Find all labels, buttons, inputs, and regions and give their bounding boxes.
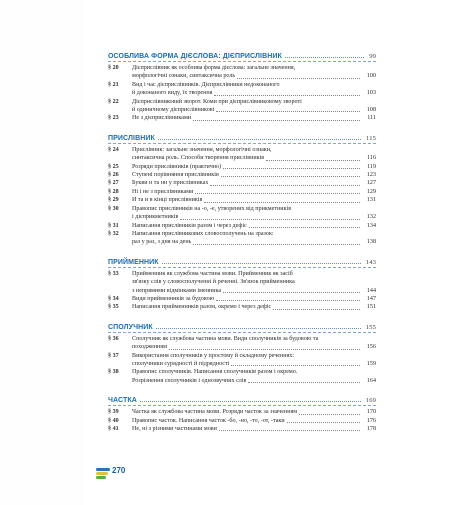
entry-line — [132, 171, 376, 179]
decor-stripe-blue — [96, 468, 110, 471]
entry-line — [132, 89, 376, 97]
entry-body — [132, 64, 376, 81]
entry-line — [132, 368, 376, 376]
paragraph-number: § 40 — [108, 417, 119, 424]
entry-body — [132, 295, 376, 303]
section-heading — [108, 319, 376, 331]
entry-text: Правопис часток. Написання часток -бо, -но, -то, -от, -таки — [132, 417, 285, 424]
entry-page: 108 — [366, 107, 376, 114]
entry-text: Ступені порівняння прислівників — [132, 172, 219, 179]
entry-body — [132, 368, 376, 385]
paragraph-number: § 22 — [108, 98, 119, 105]
entry-text: И та и в кінці прислівників — [132, 197, 203, 204]
entry-page: 111 — [367, 115, 376, 122]
leader-dots — [158, 139, 361, 140]
paragraph-number: § 33 — [108, 270, 119, 277]
leader-dots — [214, 95, 360, 96]
leader-dots — [180, 219, 360, 220]
leader-dots — [216, 300, 360, 301]
entry-text: Розряди прислівників (практично) — [132, 163, 222, 170]
entry-text: Прислівник: загальне значення, морфологічні ознаки, — [132, 146, 272, 153]
entry-page: 127 — [366, 180, 376, 187]
entry-text: Правопис прислівників на -о, -е, утворених від прикметників — [132, 205, 292, 212]
entry-text: Дієприслівник як особлива форма дієслова: загальне значення, — [132, 65, 296, 71]
paragraph-number: § 30 — [108, 205, 119, 212]
entry-body — [132, 188, 376, 196]
section-heading — [108, 48, 376, 60]
section-title: ОСОБЛИВА ФОРМА ДІЄСЛОВА: ДІЄПРИСЛІВНИК — [108, 53, 282, 60]
entry-line — [132, 408, 376, 416]
toc-entry — [108, 352, 376, 369]
entry-body — [132, 179, 376, 187]
entry-text: Правопис сполучників. Написання сполучників разом і окремо. — [132, 369, 298, 376]
toc-entry — [108, 179, 376, 187]
entry-text: Написання прислівників разом і через дефіс — [132, 222, 247, 229]
decor-stripe-green — [96, 476, 106, 479]
entry-text: Написання прийменників разом, окремо і через дефіс — [132, 304, 272, 311]
paragraph-number: § 39 — [108, 409, 119, 416]
section-divider — [108, 143, 376, 144]
entry-line — [132, 179, 376, 187]
section-page: 99 — [369, 53, 376, 60]
section-divider — [108, 267, 376, 268]
entry-text: Не, ні з різними частинами мови — [132, 426, 217, 432]
paragraph-number: § 38 — [108, 369, 119, 376]
toc-entry — [108, 81, 376, 98]
entry-text: Розрізнення сполучників і однозвучних слів — [132, 377, 247, 384]
entry-line — [132, 417, 376, 425]
entry-page: 116 — [367, 155, 376, 162]
entry-body — [132, 270, 376, 295]
leader-dots — [223, 292, 360, 293]
section-page: 115 — [366, 134, 376, 142]
leader-dots — [221, 176, 360, 177]
entry-line — [132, 230, 376, 238]
entry-body — [132, 146, 376, 163]
entry-line — [132, 278, 376, 286]
paragraph-number: § 23 — [108, 115, 119, 122]
entry-line — [132, 295, 376, 303]
toc-entry — [108, 222, 376, 230]
toc-entry — [108, 98, 376, 115]
section-page: 169 — [365, 397, 376, 405]
entry-text: сполучники сурядності й підрядності — [132, 360, 230, 367]
entry-line — [132, 72, 376, 80]
toc-entry — [108, 163, 376, 171]
section-gap — [108, 247, 376, 254]
entry-line — [132, 238, 376, 246]
entry-line — [132, 222, 376, 230]
toc-entry — [108, 368, 376, 385]
entry-line — [132, 114, 376, 122]
entry-line — [132, 303, 376, 311]
entry-text: морфологічні ознаки, синтаксична роль — [132, 73, 236, 80]
section-gap — [108, 385, 376, 392]
entry-text: Прийменник як службова частина мови. Прийменник як засіб — [132, 270, 293, 277]
entry-text: і дієприкметників — [132, 214, 179, 221]
leader-dots — [223, 168, 360, 169]
entry-text: й одиничному дієприслівникові — [132, 107, 215, 114]
section-page: 143 — [365, 258, 376, 266]
section-divider — [108, 61, 376, 62]
entry-text: Види прийменників за будовою — [132, 295, 215, 302]
toc-entry — [108, 417, 376, 425]
leader-dots — [162, 263, 361, 264]
section-divider — [108, 332, 376, 333]
entry-line — [132, 196, 376, 204]
section-gap — [108, 312, 376, 319]
entry-page: 103 — [366, 90, 376, 97]
toc-entry — [108, 114, 376, 122]
leader-dots — [273, 309, 360, 310]
section-heading — [108, 392, 376, 404]
toc-entry — [108, 146, 376, 163]
entry-body — [132, 205, 376, 222]
entry-page: 159 — [366, 360, 376, 367]
entry-page: 132 — [366, 214, 376, 221]
toc-entry — [108, 295, 376, 303]
leader-dots — [249, 227, 360, 228]
paragraph-number: § 41 — [108, 426, 119, 432]
entry-page: 178 — [366, 426, 376, 432]
entry-body — [132, 196, 376, 204]
paragraph-number: § 28 — [108, 188, 119, 195]
entry-line — [132, 81, 376, 89]
entry-line — [132, 360, 376, 368]
section-title: СПОЛУЧНИК — [108, 323, 153, 331]
entry-page: 156 — [366, 344, 376, 351]
entry-line — [132, 106, 376, 114]
entry-body — [132, 230, 376, 247]
leader-dots — [156, 328, 361, 329]
entry-body — [132, 425, 376, 433]
toc-entry — [108, 171, 376, 179]
section-heading — [108, 130, 376, 142]
page-number: 270 — [112, 466, 126, 475]
section-title: ПРИЙМЕННИК — [108, 258, 159, 266]
paragraph-number: § 25 — [108, 163, 119, 170]
leader-dots — [193, 244, 360, 245]
entry-line — [132, 205, 376, 213]
entry-text: походженням — [132, 344, 167, 351]
entry-page: 164 — [366, 377, 376, 384]
entry-text: й доконаного виду, їх творення — [132, 90, 213, 97]
entry-line — [132, 188, 376, 196]
entry-text: з непрямими відмінками іменника — [132, 287, 222, 294]
toc-entry — [108, 230, 376, 247]
entry-body — [132, 417, 376, 425]
paragraph-number: § 26 — [108, 172, 119, 179]
table-of-contents — [108, 48, 376, 433]
paragraph-number: § 32 — [108, 230, 119, 237]
entry-page: 131 — [366, 197, 376, 204]
toc-entry — [108, 205, 376, 222]
leader-dots — [299, 414, 360, 415]
leader-dots — [204, 202, 360, 203]
leader-dots — [210, 185, 360, 186]
paragraph-number: § 37 — [108, 352, 119, 359]
entry-text: зв'язку слів у словосполученні й реченні. Зв'язок прийменника — [132, 279, 295, 286]
entry-line — [132, 287, 376, 295]
section-heading — [108, 254, 376, 266]
toc-entry — [108, 196, 376, 204]
entry-line — [132, 163, 376, 171]
entry-text: Букви н та нн у прислівниках — [132, 180, 209, 187]
entry-page: 144 — [366, 287, 376, 294]
entry-line — [132, 64, 376, 72]
paragraph-number: § 35 — [108, 304, 119, 311]
leader-dots — [248, 382, 360, 383]
toc-entry — [108, 188, 376, 196]
entry-text: раз у раз, з дня на день — [132, 239, 192, 246]
leader-dots — [231, 365, 360, 366]
entry-line — [132, 146, 376, 154]
paragraph-number: § 21 — [108, 81, 119, 88]
section-gap — [108, 123, 376, 130]
entry-page: 100 — [366, 73, 376, 80]
entry-line — [132, 154, 376, 162]
leader-dots — [285, 57, 364, 58]
leader-dots — [193, 120, 360, 121]
entry-body — [132, 303, 376, 311]
entry-body — [132, 114, 376, 122]
background-margin — [0, 0, 85, 505]
entry-text: синтаксична роль. Способи творення прислівників — [132, 155, 265, 162]
decor-stripe-yellow — [96, 472, 108, 475]
entry-body — [132, 222, 376, 230]
entry-page: 170 — [366, 409, 376, 416]
entry-text: Частка як службова частина мови. Розряди часток за значенням — [132, 409, 298, 416]
toc-entry — [108, 270, 376, 295]
entry-text: Написання прислівникових словосполучень на зразок: — [132, 230, 274, 237]
entry-text: Дієприслівниковий зворот. Коми при дієприслівниковому звороті — [132, 98, 302, 105]
leader-dots — [219, 430, 360, 431]
entry-text: Ні і не з прислівниками — [132, 188, 194, 195]
entry-body — [132, 408, 376, 416]
entry-text: Не з дієприслівниками — [132, 115, 192, 122]
toc-entry — [108, 335, 376, 352]
toc-entry — [108, 64, 376, 81]
entry-line — [132, 377, 376, 385]
section-divider — [108, 405, 376, 406]
entry-body — [132, 352, 376, 369]
entry-body — [132, 335, 376, 352]
entry-page: 151 — [366, 304, 376, 311]
entry-body — [132, 171, 376, 179]
entry-body — [132, 81, 376, 98]
paragraph-number: § 34 — [108, 295, 119, 302]
leader-dots — [140, 401, 361, 402]
toc-entry — [108, 425, 376, 433]
leader-dots — [287, 422, 360, 423]
entry-line — [132, 270, 376, 278]
section-title: ПРИСЛІВНИК — [108, 134, 155, 142]
entry-page: 134 — [366, 222, 376, 229]
paragraph-number: § 27 — [108, 180, 119, 187]
entry-body — [132, 98, 376, 115]
toc-entry — [108, 303, 376, 311]
entry-line — [132, 213, 376, 221]
section-title: ЧАСТКА — [108, 397, 137, 405]
entry-body — [132, 163, 376, 171]
leader-dots — [169, 349, 360, 350]
entry-text: Сполучник як службова частина мови. Види сполучників за будовою та — [132, 335, 319, 342]
entry-page: 129 — [366, 188, 376, 195]
toc-entry — [108, 408, 376, 416]
book-page — [85, 40, 386, 473]
paragraph-number: § 29 — [108, 197, 119, 204]
leader-dots — [216, 111, 360, 112]
entry-page: 147 — [366, 295, 376, 302]
entry-page: 119 — [367, 163, 376, 170]
leader-dots — [237, 78, 360, 79]
entry-text: Вид і час дієприслівників. Дієприслівники недоконаного — [132, 81, 280, 88]
entry-page: 176 — [366, 417, 376, 424]
entry-line — [132, 98, 376, 106]
entry-line — [132, 352, 376, 360]
leader-dots — [195, 193, 360, 194]
paragraph-number: § 20 — [108, 65, 119, 71]
entry-line — [132, 343, 376, 351]
paragraph-number: § 24 — [108, 146, 119, 153]
section-page: 155 — [365, 323, 376, 331]
leader-dots — [266, 160, 360, 161]
entry-line — [132, 335, 376, 343]
paragraph-number: § 31 — [108, 222, 119, 229]
entry-page: 123 — [366, 172, 376, 179]
entry-text: Використання сполучників у простому й складному реченнях: — [132, 352, 295, 359]
paragraph-number: § 36 — [108, 335, 119, 342]
entry-page: 138 — [366, 239, 376, 246]
entry-line — [132, 425, 376, 433]
